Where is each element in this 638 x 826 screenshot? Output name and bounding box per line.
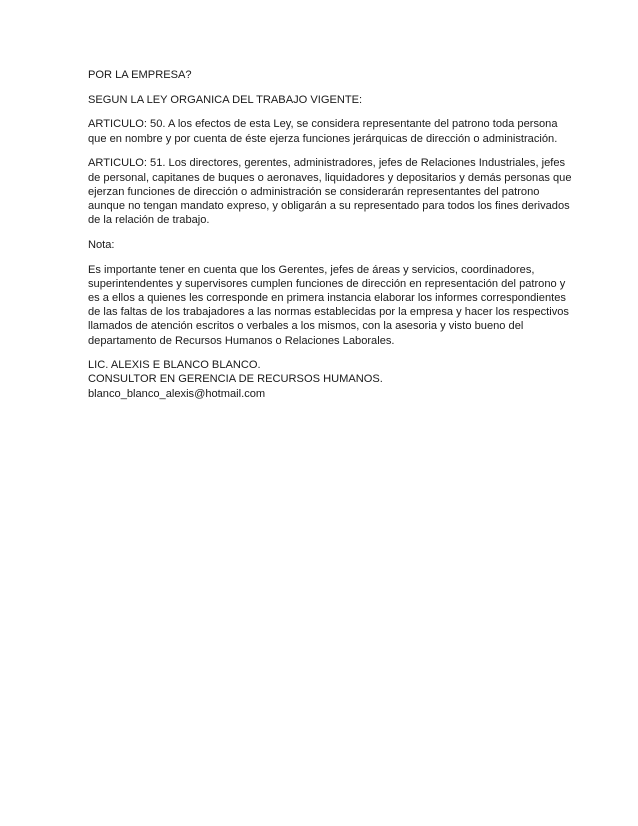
signature-title: CONSULTOR EN GERENCIA DE RECURSOS HUMANOS. bbox=[88, 373, 383, 386]
note-line: llamados de atención escritos o verbales a los mismos, con la asesoria y visto bueno del bbox=[88, 320, 524, 333]
article-50-line: que en nombre y por cuenta de éste ejerza funciones jerárquicas de dirección o administración. bbox=[88, 132, 558, 145]
article-51-line: de personal, capitanes de buques o aeronaves, liquidadores y depositarios y demás personas que bbox=[88, 171, 572, 184]
note-label-text: Nota: bbox=[88, 238, 115, 251]
note-line: Es importante tener en cuenta que los Gerentes, jefes de áreas y servicios, coordinadores, bbox=[88, 263, 535, 276]
note-line: es a ellos a quienes les corresponde en primera instancia elaborar los informes correspondientes bbox=[88, 291, 566, 304]
law-heading-text: SEGUN LA LEY ORGANICA DEL TRABAJO VIGENTE: bbox=[88, 93, 363, 106]
note-label bbox=[88, 238, 548, 252]
article-51-line: aunque no tengan mandato expreso, y obligarán a su representado para todos los fines derivados bbox=[88, 199, 570, 212]
signature-name: LIC. ALEXIS E BLANCO BLANCO. bbox=[88, 359, 261, 372]
question-heading bbox=[88, 68, 548, 82]
law-heading bbox=[88, 93, 548, 107]
note-line: departamento de Recursos Humanos o Relaciones Laborales. bbox=[88, 334, 395, 347]
article-51-line: de la relación de trabajo. bbox=[88, 214, 210, 227]
article-51-line: ARTICULO: 51. Los directores, gerentes, administradores, jefes de Relaciones Industriales, jefes bbox=[88, 157, 566, 170]
question-text: POR LA EMPRESA? bbox=[88, 69, 192, 81]
document-page bbox=[88, 68, 572, 401]
article-51-line: ejerzan funciones de dirección o administración se considerarán representantes del patrono bbox=[88, 185, 540, 198]
article-50-paragraph bbox=[88, 117, 558, 145]
note-line: superintendentes y supervisores cumplen funciones de dirección en representación del patrono y bbox=[88, 277, 566, 290]
note-line: de las faltas de los trabajadores a las normas establecidas por la empresa y hacer los respectivos bbox=[88, 306, 569, 319]
article-51-paragraph bbox=[88, 156, 572, 227]
signature-email: blanco_blanco_alexis@hotmail.com bbox=[88, 387, 266, 400]
article-50-line: ARTICULO: 50. A los efectos de esta Ley, se considera representante del patrono toda persona bbox=[88, 118, 558, 131]
signature-block bbox=[88, 358, 548, 401]
note-paragraph bbox=[88, 263, 569, 348]
